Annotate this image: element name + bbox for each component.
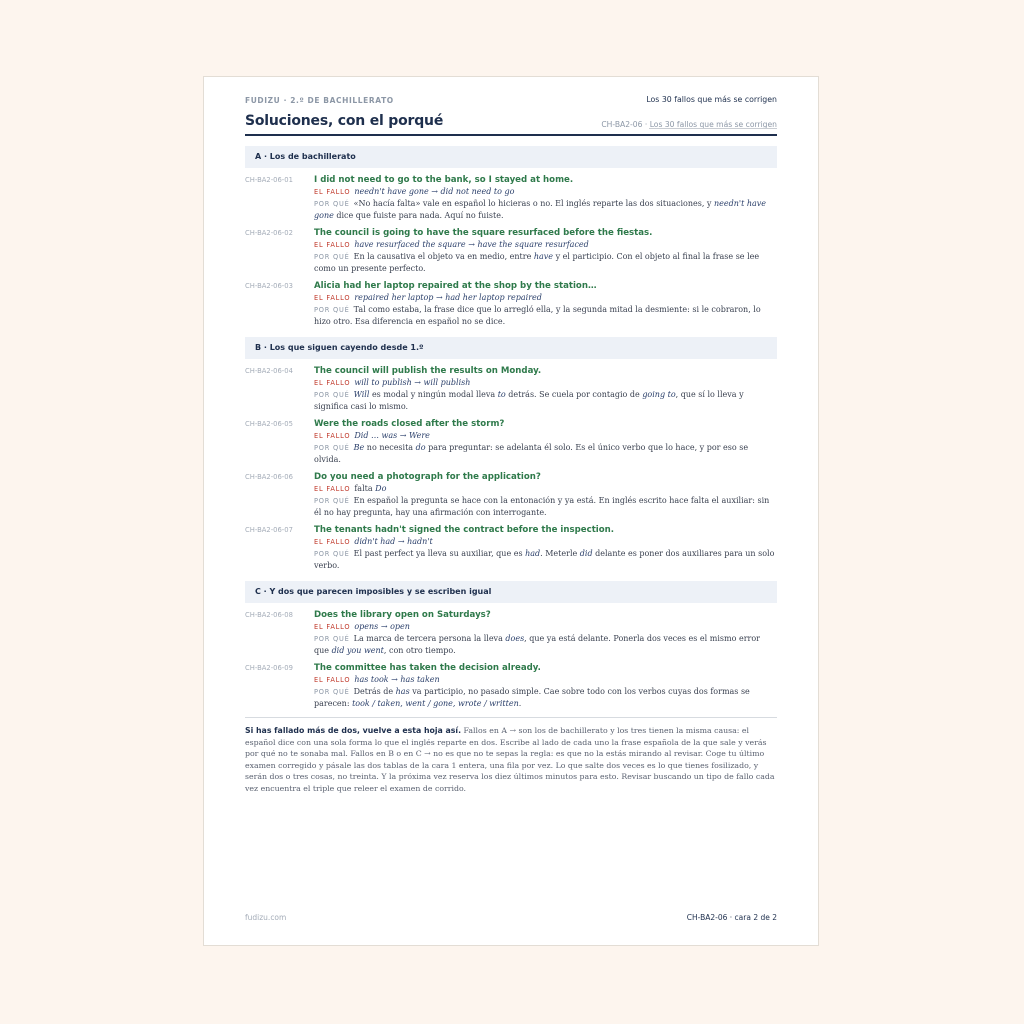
- item-content: [314, 227, 777, 274]
- porque-text: did you went: [331, 646, 384, 655]
- fallo-label: EL FALLO: [314, 623, 351, 631]
- closing-lead: Si has fallado más de dos, vuelve a esta hoja así.: [245, 726, 462, 735]
- fallo-correction: opens → open: [354, 622, 410, 631]
- fallo-line: [314, 292, 777, 304]
- porque-label: POR QUÉ: [314, 550, 350, 558]
- porque-label: POR QUÉ: [314, 391, 350, 399]
- porque-line: [314, 389, 777, 412]
- section-header: B · Los que siguen cayendo desde 1.º: [245, 337, 777, 359]
- porque-text: Detrás de: [353, 687, 396, 696]
- divider: [245, 717, 777, 718]
- porque-line: [314, 304, 777, 327]
- porque-text: para preguntar: se adelanta él solo. Es el único verbo que lo hace, y por eso se olvida.: [314, 443, 749, 464]
- fallo-correction: repaired her laptop → had her laptop repaired: [354, 293, 542, 302]
- fallo-label: EL FALLO: [314, 432, 351, 440]
- page-subtitle: CH-BA2-06 · Los 30 fallos que más se corrigen: [601, 120, 777, 129]
- fallo-line: [314, 186, 777, 198]
- section-header: A · Los de bachillerato: [245, 146, 777, 168]
- solution-item: [245, 227, 777, 274]
- fallo-correction: needn't have gone → did not need to go: [354, 187, 515, 196]
- fallo-correction: has took → has taken: [354, 675, 440, 684]
- brand-label: FUDIZU · 2.º DE BACHILLERATO: [245, 96, 394, 105]
- porque-text: .: [518, 699, 522, 708]
- top-right-rule: [649, 128, 777, 129]
- item-content: [314, 471, 777, 518]
- item-code: CH-BA2-06-08: [245, 611, 293, 619]
- fallo-label: EL FALLO: [314, 241, 351, 249]
- porque-text: has: [395, 687, 410, 696]
- fallo-label: EL FALLO: [314, 188, 351, 196]
- porque-text: needn't have gone: [314, 199, 767, 220]
- fallo-correction: will to publish → will publish: [354, 378, 471, 387]
- porque-text: had: [525, 549, 541, 558]
- porque-text: did: [579, 549, 593, 558]
- porque-line: [314, 686, 777, 709]
- worksheet-page: [203, 76, 819, 946]
- item-code: CH-BA2-06-01: [245, 176, 293, 184]
- solutions-list: [245, 146, 777, 709]
- fallo-correction: Do: [375, 484, 387, 493]
- porque-text: «No hacía falta» vale en español lo hicieras o no. El inglés reparte las dos situaciones, y: [353, 199, 714, 208]
- porque-label: POR QUÉ: [314, 200, 350, 208]
- fallo-line: [314, 674, 777, 686]
- page-footer: [245, 913, 777, 922]
- porque-text: going to: [642, 390, 676, 399]
- porque-label: POR QUÉ: [314, 253, 350, 261]
- porque-text: va participio, no pasado simple. Cae sobre todo con los verbos cuyas dos formas se parecen:: [314, 687, 750, 708]
- fallo-line: [314, 377, 777, 389]
- porque-label: POR QUÉ: [314, 688, 350, 696]
- porque-text: , con otro tiempo.: [383, 646, 456, 655]
- item-code: CH-BA2-06-04: [245, 367, 293, 375]
- porque-text: En español la pregunta se hace con la entonación y ya está. En inglés escrito hace falta el auxiliar: sin él no hay pregunta, hay una afirmación con interrogante.: [314, 496, 770, 517]
- item-code: CH-BA2-06-07: [245, 526, 293, 534]
- item-code: CH-BA2-06-09: [245, 664, 293, 672]
- porque-text: to: [497, 390, 506, 399]
- porque-label: POR QUÉ: [314, 306, 350, 314]
- corrected-sentence: The council will publish the results on Monday.: [314, 366, 542, 376]
- fallo-label: EL FALLO: [314, 485, 351, 493]
- page-content: [245, 95, 777, 945]
- fallo-correction: didn't had → hadn't: [354, 537, 433, 546]
- fallo-line: [314, 536, 777, 548]
- fallo-correction: have resurfaced the square → have the square resurfaced: [354, 240, 589, 249]
- page-title: Soluciones, con el porqué: [245, 113, 444, 129]
- porque-text: delante es poner dos auxiliares para un solo verbo.: [314, 549, 775, 570]
- fallo-text: falta: [354, 484, 376, 493]
- corrected-sentence: Do you need a photograph for the application?: [314, 472, 541, 482]
- item-content: [314, 365, 777, 412]
- porque-text: . Meterle: [540, 549, 580, 558]
- closing-note: [245, 725, 777, 794]
- porque-text: y el participio. Con el objeto al final la frase se lee como un presente perfecto.: [314, 252, 760, 273]
- porque-line: [314, 251, 777, 274]
- porque-text: have: [533, 252, 554, 261]
- porque-label: POR QUÉ: [314, 635, 350, 643]
- item-code: CH-BA2-06-03: [245, 282, 293, 290]
- item-content: [314, 662, 777, 709]
- corrected-sentence: Were the roads closed after the storm?: [314, 419, 505, 429]
- section-header: C · Y dos que parecen imposibles y se escriben igual: [245, 581, 777, 603]
- porque-text: detrás. Se cuela por contagio de: [505, 390, 643, 399]
- fallo-line: [314, 621, 777, 633]
- fallo-label: EL FALLO: [314, 294, 351, 302]
- item-content: [314, 280, 777, 327]
- fallo-label: EL FALLO: [314, 379, 351, 387]
- porque-line: [314, 548, 777, 571]
- item-code: CH-BA2-06-05: [245, 420, 293, 428]
- porque-text: does: [505, 634, 525, 643]
- fallo-line: [314, 430, 777, 442]
- porque-text: es modal y ningún modal lleva: [369, 390, 498, 399]
- porque-text: no necesita: [364, 443, 416, 452]
- porque-line: [314, 198, 777, 221]
- item-content: [314, 524, 777, 571]
- porque-text: La marca de tercera persona la lleva: [353, 634, 506, 643]
- corrected-sentence: Alicia had her laptop repaired at the shop by the station…: [314, 281, 597, 291]
- item-code: CH-BA2-06-02: [245, 229, 293, 237]
- item-code: CH-BA2-06-06: [245, 473, 293, 481]
- title-row: [245, 113, 777, 136]
- top-bar: [245, 95, 777, 113]
- footer-page: CH-BA2-06 · cara 2 de 2: [686, 913, 777, 922]
- item-content: [314, 418, 777, 465]
- fallo-label: EL FALLO: [314, 538, 351, 546]
- fallo-line: [314, 239, 777, 251]
- solution-item: [245, 418, 777, 465]
- corrected-sentence: The committee has taken the decision already.: [314, 663, 541, 673]
- item-content: [314, 609, 777, 656]
- porque-label: POR QUÉ: [314, 497, 350, 505]
- porque-text: Be: [353, 443, 365, 452]
- corrected-sentence: The tenants hadn't signed the contract before the inspection.: [314, 525, 615, 535]
- solution-item: [245, 524, 777, 571]
- corrected-sentence: Does the library open on Saturdays?: [314, 610, 491, 620]
- porque-text: En la causativa el objeto va en medio, entre: [353, 252, 534, 261]
- corrected-sentence: I did not need to go to the bank, so I stayed at home.: [314, 175, 574, 185]
- solution-item: [245, 365, 777, 412]
- porque-text: Tal como estaba, la frase dice que lo arregló ella, y la segunda mitad la desmiente: si le cobraron, lo hizo otro. Esa diferencia en español no se dice.: [314, 305, 761, 326]
- porque-text: , que sí lo lleva y significa casi lo mismo.: [314, 390, 744, 411]
- item-content: [314, 174, 777, 221]
- porque-text: Will: [353, 390, 370, 399]
- fallo-label: EL FALLO: [314, 676, 351, 684]
- solution-item: [245, 662, 777, 709]
- porque-line: [314, 633, 777, 656]
- closing-body: Fallos en A → son los de bachillerato y los tres tienen la misma causa: el español dice con una sola forma lo que el inglés reparte en dos. Escribe al lado de cada uno la frase española de la que sale y verás por qué no te sonaba mal. Fallos en B o en C → no es que no te sepas la regla: es que no la estás mirando al revisar. Coge tu último examen corregido y pásale las dos tablas de la cara 1 entera, una fila por vez. Lo que salte dos veces es lo que tienes fosilizado, y serán dos o tres cosas, no treinta. Y la próxima vez reserva los diez últimos minutos para esto. Revisar buscando un tipo de fallo cada vez encuentra el triple que releer el examen de corrido.: [245, 726, 775, 793]
- porque-text: dice que fuiste para nada. Aquí no fuiste.: [333, 211, 504, 220]
- corrected-sentence: The council is going to have the square resurfaced before the fiestas.: [314, 228, 653, 238]
- solution-item: [245, 609, 777, 656]
- solution-item: [245, 174, 777, 221]
- top-right-label: Los 30 fallos que más se corrigen: [646, 95, 777, 104]
- porque-line: [314, 442, 777, 465]
- footer-site: fudizu.com: [245, 913, 287, 922]
- fallo-correction: Did … was → Were: [354, 431, 430, 440]
- porque-text: El past perfect ya lleva su auxiliar, que es: [353, 549, 526, 558]
- porque-text: took / taken, went / gone, wrote / written: [352, 699, 519, 708]
- fallo-line: [314, 483, 777, 495]
- porque-text: , que ya está delante. Ponerla dos veces es el mismo error que: [314, 634, 760, 655]
- solution-item: [245, 471, 777, 518]
- porque-label: POR QUÉ: [314, 444, 350, 452]
- porque-line: [314, 495, 777, 518]
- solution-item: [245, 280, 777, 327]
- porque-text: do: [415, 443, 426, 452]
